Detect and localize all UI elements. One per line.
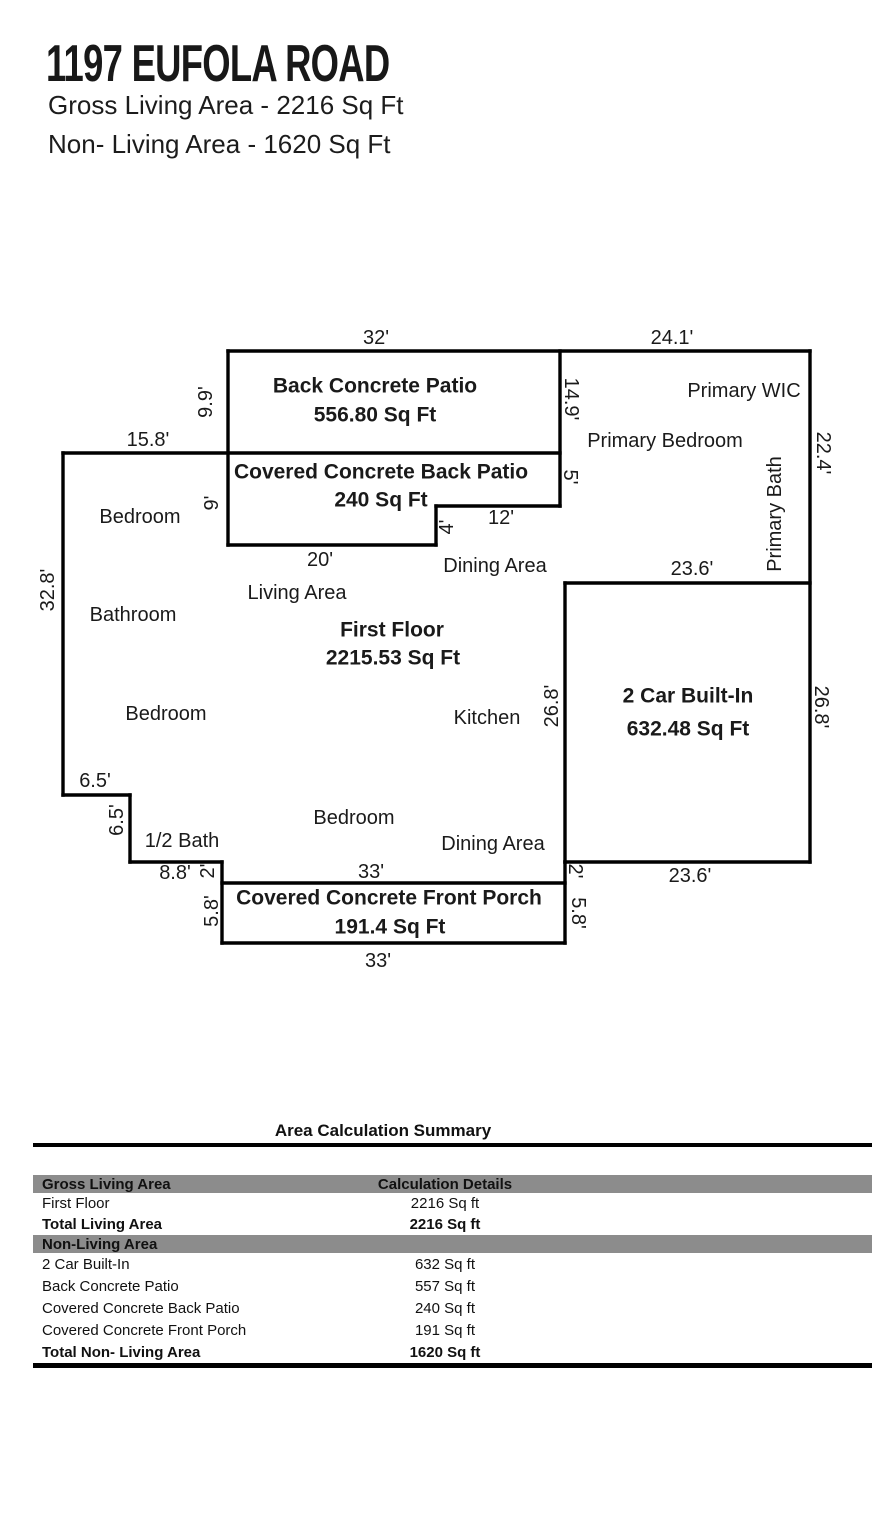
room-dining-area-top: Dining Area	[443, 555, 547, 577]
non-living-header-band	[33, 1235, 872, 1253]
non-living-subtitle: Non- Living Area - 1620 Sq Ft	[48, 129, 391, 159]
room-half-bath: 1/2 Bath	[144, 830, 220, 852]
room-bathroom: Bathroom	[89, 604, 177, 626]
calculation-details-header: Calculation Details	[377, 1175, 513, 1193]
row-label: 2 Car Built-In	[42, 1255, 130, 1273]
row-label: Covered Concrete Front Porch	[42, 1321, 247, 1339]
room-bedroom-left: Bedroom	[99, 506, 181, 528]
row-value: 2216 Sq ft	[410, 1195, 480, 1212]
dim-14-9ft: 14.9'	[560, 377, 582, 421]
dim-22-4ft: 22.4'	[812, 431, 834, 475]
dim-33ft-top: 33'	[357, 861, 385, 883]
row-value: 191 Sq ft	[414, 1321, 476, 1339]
dim-12ft: 12'	[487, 507, 515, 529]
row-value: 2216 Sq ft	[409, 1216, 481, 1233]
dim-33ft-bottom: 33'	[364, 950, 392, 972]
summary-bottom-rule	[33, 1363, 872, 1368]
area-first-floor-title: First Floor	[340, 618, 444, 642]
row-label: First Floor	[42, 1195, 110, 1212]
gross-living-subtitle: Gross Living Area - 2216 Sq Ft	[48, 90, 404, 120]
dim-26-8ft-right: 26.8'	[810, 685, 832, 729]
row-label: Back Concrete Patio	[42, 1277, 179, 1295]
room-living-area: Living Area	[247, 582, 347, 604]
row-value: 1620 Sq ft	[409, 1343, 481, 1361]
table-row	[33, 1193, 872, 1214]
dim-24-1ft-top: 24.1'	[650, 327, 694, 349]
dim-23-6ft-bottom: 23.6'	[668, 865, 712, 887]
dim-26-8ft-left: 26.8'	[541, 684, 563, 728]
area-calculation-summary	[33, 1121, 872, 1368]
row-value: 557 Sq ft	[414, 1277, 476, 1295]
row-label: Total Living Area	[42, 1216, 163, 1233]
gross-living-header: Gross Living Area	[42, 1175, 171, 1193]
row-label: Total Non- Living Area	[42, 1343, 201, 1361]
page-title: 1197 EUFOLA ROAD	[46, 35, 390, 93]
table-row	[33, 1319, 872, 1341]
room-primary-bath: Primary Bath	[764, 456, 786, 572]
table-row	[33, 1297, 872, 1319]
dim-5-8ft-right: 5.8'	[567, 897, 589, 929]
dim-32ft-top: 32'	[362, 327, 390, 349]
room-primary-wic: Primary WIC	[687, 380, 801, 402]
room-kitchen: Kitchen	[453, 707, 521, 729]
dim-32-8ft: 32.8'	[37, 568, 59, 612]
area-garage-title: 2 Car Built-In	[622, 684, 754, 708]
row-value: 240 Sq ft	[414, 1299, 476, 1317]
row-label: Covered Concrete Back Patio	[42, 1299, 240, 1317]
area-front-porch-sqft: 191.4 Sq Ft	[334, 915, 446, 939]
living-rows	[33, 1193, 872, 1235]
area-garage-sqft: 632.48 Sq Ft	[626, 717, 750, 741]
room-primary-bedroom: Primary Bedroom	[587, 430, 743, 452]
area-front-porch-title: Covered Concrete Front Porch	[236, 886, 542, 910]
area-first-floor-sqft: 2215.53 Sq Ft	[325, 646, 461, 670]
table-row	[33, 1275, 872, 1297]
table-row	[33, 1341, 872, 1363]
dim-6-5ft-h: 6.5'	[79, 770, 111, 792]
dim-6-5ft-v: 6.5'	[106, 804, 128, 836]
dim-23-6ft-top: 23.6'	[670, 558, 714, 580]
dim-8-8ft: 8.8'	[159, 862, 191, 884]
dim-9ft: 9'	[201, 495, 223, 511]
area-covered-back-patio-title: Covered Concrete Back Patio	[233, 460, 529, 484]
gross-living-header-band	[33, 1175, 872, 1193]
room-dining-area-bottom: Dining Area	[441, 833, 545, 855]
dim-9-9ft: 9.9'	[195, 386, 217, 418]
non-living-rows	[33, 1253, 872, 1363]
dim-15-8ft: 15.8'	[126, 429, 170, 451]
area-covered-back-patio-sqft: 240 Sq Ft	[334, 488, 428, 512]
room-bedroom-bottom: Bedroom	[313, 807, 395, 829]
dim-4ft: 4'	[436, 519, 458, 535]
area-back-patio-title: Back Concrete Patio	[272, 374, 478, 398]
non-living-header: Non-Living Area	[42, 1235, 158, 1253]
dim-5-8ft-left: 5.8'	[201, 895, 223, 927]
table-row	[33, 1214, 872, 1235]
dim-2ft-right: 2'	[564, 863, 586, 879]
summary-title: Area Calculation Summary	[274, 1121, 492, 1140]
table-row	[33, 1253, 872, 1275]
row-value: 632 Sq ft	[414, 1255, 476, 1273]
room-bedroom-mid: Bedroom	[125, 703, 207, 725]
dim-2ft-left: 2'	[197, 863, 219, 879]
area-back-patio-sqft: 556.80 Sq Ft	[313, 403, 437, 427]
dim-5ft: 5'	[559, 469, 581, 485]
dim-20ft: 20'	[306, 549, 334, 571]
